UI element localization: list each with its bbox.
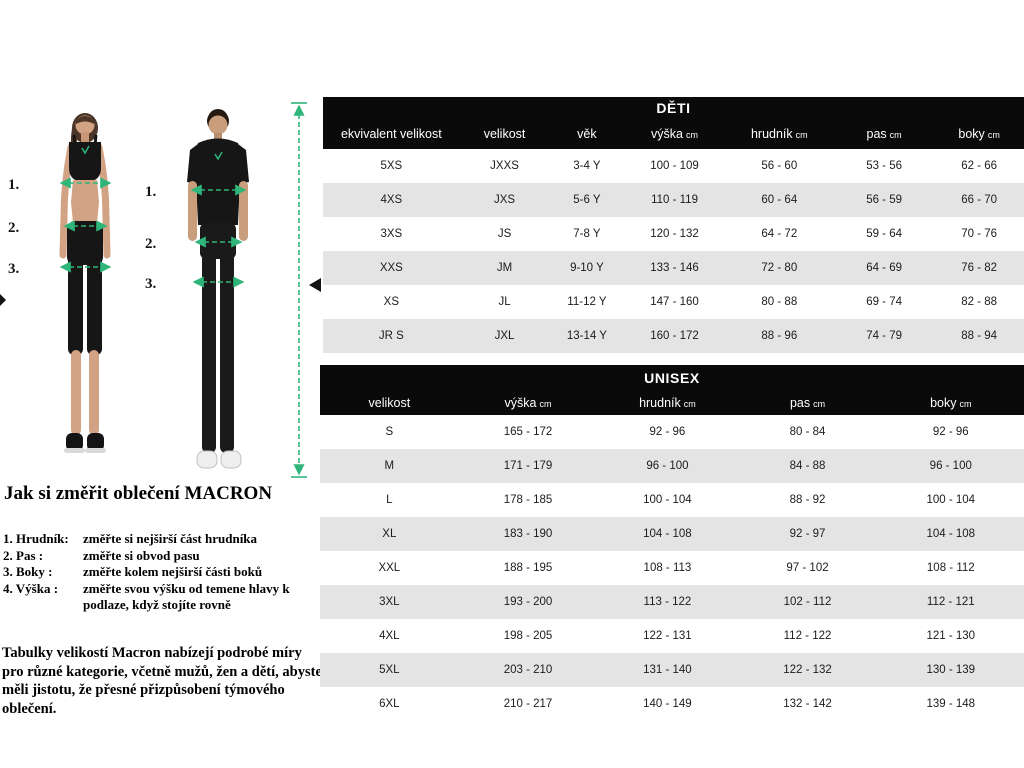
table-cell: 203 - 210 (503, 664, 553, 676)
table-cell: 104 - 108 (643, 528, 692, 540)
table-cell: 97 - 102 (786, 562, 829, 574)
table-cell: M (384, 460, 395, 472)
table-cell: 7-8 Y (573, 228, 601, 240)
table-cell: 11-12 Y (567, 296, 607, 308)
table-cell: 80 - 84 (789, 426, 826, 438)
intro-paragraph: Tabulky velikostí Macron nabízejí podrobé míry pro různé kategorie, včetně mužů, žen a dětí, abyste měli jistotu, že přesné přizpůsobení týmového oblečení. (2, 645, 322, 717)
table-cell: 96 - 100 (646, 460, 689, 472)
table-cell: 92 - 97 (789, 528, 826, 540)
measurement-figures (0, 95, 322, 487)
table-cell: 56 - 60 (761, 160, 798, 172)
table-cell: 59 - 64 (866, 228, 902, 240)
table-cell: JS (497, 228, 512, 240)
column-header: výška cm (624, 119, 724, 149)
column-header: velikost (320, 390, 459, 415)
height-pointer-icon (309, 278, 321, 292)
table-cell: 160 - 172 (650, 330, 699, 342)
column-header: velikost (460, 119, 550, 149)
table-cell: 131 - 140 (643, 664, 692, 676)
man-number-3: 3. (145, 276, 157, 292)
instruction-text: změřte kolem nejširší části boků (83, 564, 263, 579)
table-cell: 92 - 96 (932, 426, 969, 438)
woman-number-3: 3. (8, 261, 20, 277)
unisex-size-table (320, 365, 1024, 721)
table-cell: 4XL (379, 630, 400, 642)
column-header: věk (549, 119, 624, 149)
table-cell: 64 - 72 (761, 228, 798, 240)
table-cell: 82 - 88 (961, 296, 998, 308)
table-cell: 108 - 113 (643, 562, 692, 574)
table-cell: 130 - 139 (926, 664, 976, 676)
instruction-label: 3. Boky : (3, 564, 53, 579)
table-cell: 183 - 190 (503, 528, 553, 540)
table-cell: 104 - 108 (926, 528, 976, 540)
table-cell: 3XL (379, 596, 400, 608)
table-cell: 171 - 179 (503, 460, 553, 472)
instruction-label: 1. Hrudník: (3, 531, 69, 546)
table-cell: 210 - 217 (503, 698, 553, 710)
table-cell: 13-14 Y (566, 330, 607, 342)
table-row (320, 415, 1024, 449)
instruction-label: 4. Výška : (3, 580, 59, 596)
table-cell: 9-10 Y (570, 262, 604, 274)
column-header: pas cm (834, 119, 934, 149)
table-cell: 72 - 80 (761, 262, 798, 274)
table-cell: JXL (494, 330, 515, 342)
table-cell: 112 - 121 (926, 596, 975, 608)
table-cell: JXXS (490, 160, 519, 172)
table-cell: 108 - 112 (926, 562, 975, 574)
table-cell: 100 - 104 (643, 494, 692, 506)
page-title: Jak si změřit oblečení MACRON (4, 483, 273, 504)
man-figure (187, 109, 249, 468)
instruction-item (3, 581, 323, 614)
table-cell: 147 - 160 (650, 296, 699, 308)
unit-label: cm (683, 398, 696, 409)
children-size-table (323, 97, 1024, 353)
column-header: hrudník cm (597, 390, 737, 415)
table-cell: 178 - 185 (503, 494, 553, 506)
table-cell: 110 - 119 (651, 194, 698, 206)
table-row (323, 217, 1024, 251)
table-cell: 53 - 56 (866, 160, 902, 172)
column-header: výška cm (459, 390, 598, 415)
column-header: ekvivalent velikost (323, 119, 460, 149)
table-cell: 100 - 109 (650, 160, 699, 172)
column-header: pas cm (737, 390, 877, 415)
table-cell: 133 - 146 (650, 262, 699, 274)
table-cell: 69 - 74 (866, 296, 902, 308)
unit-label: cm (889, 130, 902, 140)
table-cell: 5-6 Y (573, 194, 601, 206)
table-row (323, 251, 1024, 285)
table-cell: 66 - 70 (961, 194, 998, 206)
table-cell: 62 - 66 (961, 160, 998, 172)
table-cell: XXL (378, 562, 401, 574)
man-number-1: 1. (145, 184, 157, 200)
table-cell: 6XL (379, 698, 400, 710)
table-cell: 121 - 130 (926, 630, 976, 642)
unisex-table-grid (320, 390, 1024, 721)
table-row (320, 653, 1024, 687)
table-cell: 102 - 112 (783, 596, 832, 608)
instruction-item (3, 531, 323, 548)
table-cell: 139 - 148 (926, 698, 976, 710)
table-cell: 56 - 59 (866, 194, 902, 206)
table-cell: 4XS (380, 194, 403, 206)
table-row (320, 585, 1024, 619)
table-cell: 74 - 79 (866, 330, 902, 342)
instruction-text: změřte si nejširší část hrudníka (83, 531, 258, 546)
table-cell: JM (496, 262, 513, 274)
table-row (320, 449, 1024, 483)
unit-label: cm (795, 130, 808, 140)
column-header: boky cm (878, 390, 1024, 415)
table-cell: 198 - 205 (503, 630, 553, 642)
table-row (323, 285, 1024, 319)
table-cell: 3-4 Y (573, 160, 601, 172)
table-cell: 113 - 122 (643, 596, 692, 608)
children-table-grid (323, 119, 1024, 353)
table-cell: 96 - 100 (929, 460, 972, 472)
table-row (320, 517, 1024, 551)
unisex-table-title: UNISEX (320, 365, 1024, 390)
table-cell: 88 - 92 (789, 494, 826, 506)
table-cell: 80 - 88 (761, 296, 798, 308)
table-cell: 92 - 96 (649, 426, 686, 438)
children-table-title: DĚTI (323, 97, 1024, 119)
instruction-item (3, 564, 323, 581)
edge-mark (0, 294, 6, 306)
table-cell: 122 - 132 (783, 664, 832, 676)
table-row (320, 687, 1024, 721)
woman-figure (63, 113, 107, 453)
unit-label: cm (686, 130, 698, 140)
column-header: boky cm (934, 119, 1024, 149)
man-number-2: 2. (145, 236, 157, 252)
table-cell: JR S (378, 330, 404, 342)
table-cell: 64 - 69 (866, 262, 902, 274)
table-cell: JL (498, 296, 511, 308)
table-cell: L (386, 494, 393, 506)
instruction-text: změřte si obvod pasu (83, 547, 200, 563)
table-row (320, 551, 1024, 585)
table-cell: S (385, 426, 394, 438)
table-cell: 112 - 122 (783, 630, 832, 642)
table-cell: 88 - 96 (761, 330, 798, 342)
table-row (323, 149, 1024, 183)
table-cell: 84 - 88 (789, 460, 826, 472)
column-header: hrudník cm (725, 119, 834, 149)
table-cell: 76 - 82 (961, 262, 998, 274)
table-cell: 193 - 200 (503, 596, 553, 608)
woman-number-2: 2. (8, 220, 20, 236)
instruction-item (3, 548, 323, 565)
table-cell: 70 - 76 (961, 228, 998, 240)
unit-label: cm (539, 398, 552, 409)
table-cell: 60 - 64 (761, 194, 798, 206)
height-measure-line (291, 103, 307, 477)
table-cell: XXS (379, 262, 403, 274)
unit-label: cm (813, 398, 826, 409)
table-row (320, 483, 1024, 517)
measurement-instructions (3, 531, 323, 614)
instruction-label: 2. Pas : (3, 547, 44, 563)
table-cell: 5XS (380, 160, 403, 172)
table-cell: 132 - 142 (783, 698, 832, 710)
header-row (320, 390, 1024, 415)
header-row (323, 119, 1024, 149)
table-cell: 88 - 94 (961, 330, 998, 342)
table-cell: XS (383, 296, 400, 308)
table-cell: 5XL (379, 664, 400, 676)
table-cell: 165 - 172 (503, 426, 553, 438)
table-row (320, 619, 1024, 653)
unit-label: cm (987, 130, 1000, 140)
table-cell: JXS (494, 194, 516, 206)
table-cell: 120 - 132 (650, 228, 699, 240)
table-cell: 122 - 131 (643, 630, 692, 642)
table-cell: 100 - 104 (926, 494, 976, 506)
woman-number-1: 1. (8, 177, 20, 193)
table-cell: 3XS (380, 228, 403, 240)
table-cell: XL (382, 528, 397, 540)
unit-label: cm (959, 398, 972, 409)
table-cell: 188 - 195 (503, 562, 553, 574)
table-cell: 140 - 149 (643, 698, 692, 710)
instruction-text: změřte svou výšku od temene hlavy k podlaze, když stojíte rovně (83, 580, 290, 612)
table-row (323, 183, 1024, 217)
table-row (323, 319, 1024, 353)
